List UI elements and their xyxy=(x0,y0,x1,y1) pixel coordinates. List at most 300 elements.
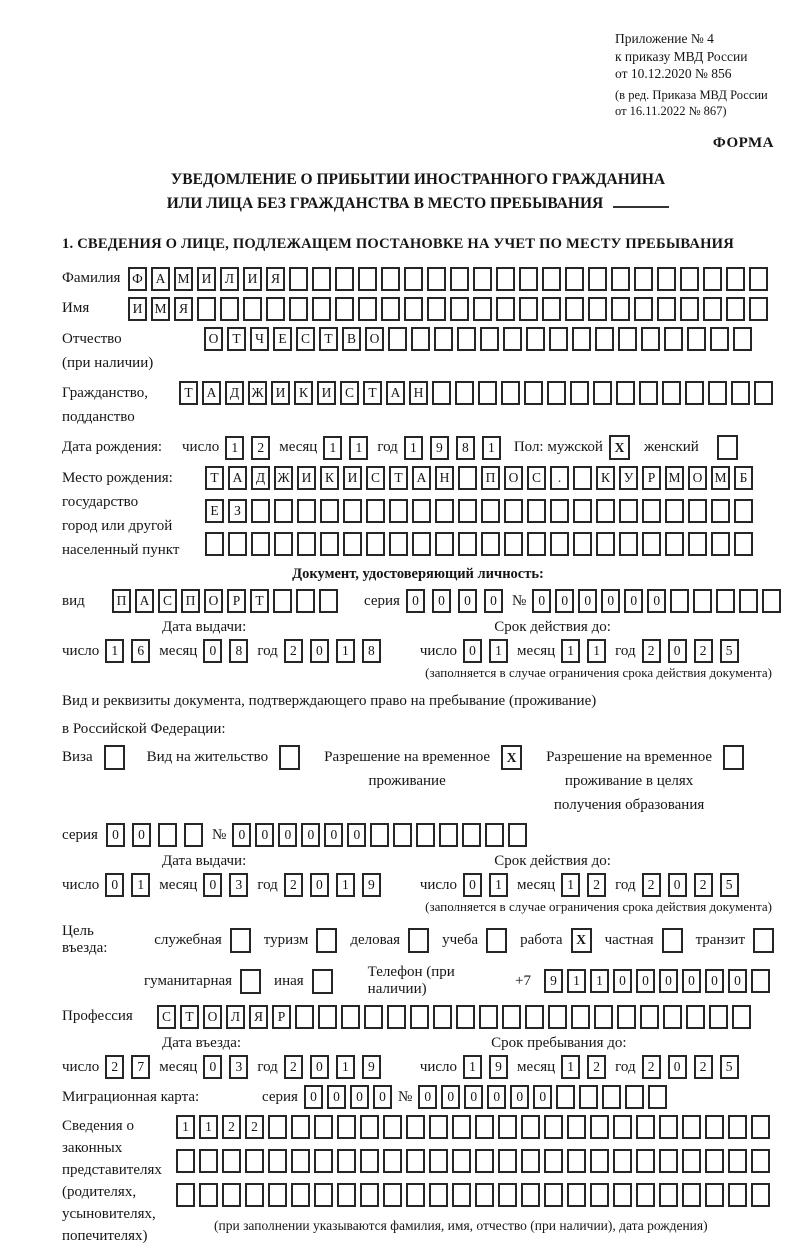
char-cell[interactable] xyxy=(751,1115,770,1139)
char-cell[interactable]: 0 xyxy=(310,639,329,663)
char-cell[interactable]: Ф xyxy=(128,267,147,291)
char-cell[interactable] xyxy=(312,297,331,321)
char-cell[interactable]: 0 xyxy=(668,1055,687,1079)
char-cell[interactable] xyxy=(496,297,515,321)
char-cell[interactable]: М xyxy=(151,297,170,321)
char-cell[interactable] xyxy=(314,1115,333,1139)
char-cell[interactable] xyxy=(527,499,546,523)
char-cell[interactable]: 8 xyxy=(229,639,248,663)
char-cell[interactable] xyxy=(682,1183,701,1207)
char-cell[interactable] xyxy=(457,327,476,351)
char-cell[interactable]: Р xyxy=(642,466,661,490)
char-cell[interactable] xyxy=(337,1115,356,1139)
char-cell[interactable] xyxy=(358,297,377,321)
char-cell[interactable] xyxy=(602,1085,621,1109)
char-cell[interactable] xyxy=(434,327,453,351)
option-temp-residence-checkbox[interactable]: X xyxy=(501,745,522,770)
char-cell[interactable] xyxy=(410,1005,429,1029)
char-cell[interactable] xyxy=(596,499,615,523)
char-cell[interactable]: К xyxy=(320,466,339,490)
char-cell[interactable]: 0 xyxy=(487,1085,506,1109)
char-cell[interactable] xyxy=(590,1115,609,1139)
purpose-option-checkbox[interactable] xyxy=(240,969,261,994)
char-cell[interactable]: Ж xyxy=(274,466,293,490)
char-cell[interactable] xyxy=(567,1115,586,1139)
char-cell[interactable]: 0 xyxy=(659,969,678,993)
char-cell[interactable] xyxy=(473,267,492,291)
char-cell[interactable] xyxy=(412,532,431,556)
char-cell[interactable]: Р xyxy=(272,1005,291,1029)
char-cell[interactable] xyxy=(593,381,612,405)
char-cell[interactable]: Н xyxy=(435,466,454,490)
char-cell[interactable] xyxy=(381,267,400,291)
char-cell[interactable]: 0 xyxy=(203,1055,222,1079)
char-cell[interactable] xyxy=(364,1005,383,1029)
char-cell[interactable]: 9 xyxy=(362,1055,381,1079)
char-cell[interactable]: 0 xyxy=(510,1085,529,1109)
char-cell[interactable]: И xyxy=(343,466,362,490)
char-cell[interactable] xyxy=(291,1149,310,1173)
char-cell[interactable]: М xyxy=(174,267,193,291)
char-cell[interactable]: 0 xyxy=(106,823,125,847)
char-cell[interactable] xyxy=(542,297,561,321)
char-cell[interactable]: С xyxy=(157,1005,176,1029)
char-cell[interactable]: И xyxy=(271,381,290,405)
option-residence-permit-checkbox[interactable] xyxy=(279,745,300,770)
char-cell[interactable] xyxy=(481,499,500,523)
char-cell[interactable]: 0 xyxy=(255,823,274,847)
char-cell[interactable] xyxy=(762,589,781,613)
purpose-option-checkbox[interactable] xyxy=(316,928,337,953)
char-cell[interactable] xyxy=(266,297,285,321)
char-cell[interactable] xyxy=(479,1005,498,1029)
char-cell[interactable] xyxy=(341,1005,360,1029)
sex-male-checkbox[interactable]: X xyxy=(609,435,630,460)
char-cell[interactable]: 2 xyxy=(694,1055,713,1079)
char-cell[interactable]: 1 xyxy=(489,639,508,663)
char-cell[interactable] xyxy=(642,532,661,556)
char-cell[interactable] xyxy=(728,1183,747,1207)
char-cell[interactable]: 0 xyxy=(532,589,551,613)
char-cell[interactable] xyxy=(618,327,637,351)
char-cell[interactable]: 0 xyxy=(347,823,366,847)
char-cell[interactable] xyxy=(370,823,389,847)
char-cell[interactable] xyxy=(648,1085,667,1109)
char-cell[interactable] xyxy=(366,532,385,556)
char-cell[interactable] xyxy=(176,1149,195,1173)
char-cell[interactable]: 3 xyxy=(229,1055,248,1079)
char-cell[interactable] xyxy=(711,532,730,556)
char-cell[interactable]: Р xyxy=(227,589,246,613)
char-cell[interactable]: О xyxy=(688,466,707,490)
char-cell[interactable] xyxy=(337,1183,356,1207)
char-cell[interactable] xyxy=(462,823,481,847)
char-cell[interactable]: 0 xyxy=(304,1085,323,1109)
char-cell[interactable] xyxy=(358,267,377,291)
char-cell[interactable] xyxy=(728,1149,747,1173)
char-cell[interactable] xyxy=(274,499,293,523)
char-cell[interactable]: 1 xyxy=(567,969,586,993)
char-cell[interactable] xyxy=(549,327,568,351)
purpose-option-checkbox[interactable] xyxy=(230,928,251,953)
char-cell[interactable] xyxy=(682,1149,701,1173)
char-cell[interactable] xyxy=(639,381,658,405)
char-cell[interactable] xyxy=(693,589,712,613)
char-cell[interactable]: 0 xyxy=(105,873,124,897)
char-cell[interactable] xyxy=(688,499,707,523)
char-cell[interactable] xyxy=(268,1149,287,1173)
char-cell[interactable]: 1 xyxy=(131,873,150,897)
char-cell[interactable] xyxy=(519,297,538,321)
char-cell[interactable] xyxy=(588,267,607,291)
char-cell[interactable] xyxy=(571,1005,590,1029)
char-cell[interactable] xyxy=(751,1183,770,1207)
char-cell[interactable] xyxy=(613,1183,632,1207)
char-cell[interactable] xyxy=(703,267,722,291)
char-cell[interactable] xyxy=(458,499,477,523)
char-cell[interactable]: В xyxy=(342,327,361,351)
char-cell[interactable]: 0 xyxy=(203,639,222,663)
char-cell[interactable]: А xyxy=(151,267,170,291)
char-cell[interactable] xyxy=(295,1005,314,1029)
char-cell[interactable] xyxy=(550,532,569,556)
char-cell[interactable] xyxy=(268,1183,287,1207)
char-cell[interactable]: 0 xyxy=(458,589,477,613)
char-cell[interactable] xyxy=(435,532,454,556)
char-cell[interactable]: С xyxy=(296,327,315,351)
char-cell[interactable]: 1 xyxy=(105,639,124,663)
char-cell[interactable] xyxy=(542,267,561,291)
char-cell[interactable] xyxy=(498,1115,517,1139)
char-cell[interactable]: Б xyxy=(734,466,753,490)
char-cell[interactable] xyxy=(427,297,446,321)
char-cell[interactable] xyxy=(733,327,752,351)
char-cell[interactable] xyxy=(452,1149,471,1173)
char-cell[interactable] xyxy=(548,1005,567,1029)
char-cell[interactable] xyxy=(435,499,454,523)
char-cell[interactable]: 0 xyxy=(310,873,329,897)
char-cell[interactable] xyxy=(406,1149,425,1173)
char-cell[interactable] xyxy=(404,297,423,321)
char-cell[interactable] xyxy=(525,1005,544,1029)
char-cell[interactable] xyxy=(412,499,431,523)
char-cell[interactable] xyxy=(521,1115,540,1139)
char-cell[interactable] xyxy=(570,381,589,405)
char-cell[interactable] xyxy=(565,267,584,291)
char-cell[interactable] xyxy=(567,1183,586,1207)
char-cell[interactable]: П xyxy=(481,466,500,490)
char-cell[interactable]: Я xyxy=(266,267,285,291)
char-cell[interactable]: 0 xyxy=(668,873,687,897)
char-cell[interactable] xyxy=(429,1183,448,1207)
char-cell[interactable] xyxy=(404,267,423,291)
char-cell[interactable]: С xyxy=(158,589,177,613)
char-cell[interactable] xyxy=(544,1115,563,1139)
option-temp-residence-edu-checkbox[interactable] xyxy=(723,745,744,770)
char-cell[interactable] xyxy=(670,589,689,613)
char-cell[interactable]: 1 xyxy=(336,1055,355,1079)
char-cell[interactable]: 2 xyxy=(642,1055,661,1079)
char-cell[interactable]: 0 xyxy=(432,589,451,613)
char-cell[interactable]: 1 xyxy=(404,436,423,460)
char-cell[interactable] xyxy=(641,327,660,351)
char-cell[interactable]: 2 xyxy=(284,1055,303,1079)
char-cell[interactable] xyxy=(611,297,630,321)
char-cell[interactable] xyxy=(243,297,262,321)
char-cell[interactable] xyxy=(455,381,474,405)
char-cell[interactable]: 0 xyxy=(636,969,655,993)
char-cell[interactable]: 1 xyxy=(225,436,244,460)
char-cell[interactable] xyxy=(716,589,735,613)
char-cell[interactable]: 0 xyxy=(613,969,632,993)
char-cell[interactable] xyxy=(596,532,615,556)
char-cell[interactable] xyxy=(251,499,270,523)
char-cell[interactable]: 0 xyxy=(406,589,425,613)
char-cell[interactable] xyxy=(657,297,676,321)
char-cell[interactable]: О xyxy=(204,327,223,351)
char-cell[interactable] xyxy=(320,499,339,523)
char-cell[interactable] xyxy=(659,1183,678,1207)
char-cell[interactable] xyxy=(314,1183,333,1207)
char-cell[interactable]: 0 xyxy=(310,1055,329,1079)
char-cell[interactable]: 0 xyxy=(464,1085,483,1109)
char-cell[interactable] xyxy=(616,381,635,405)
char-cell[interactable] xyxy=(590,1149,609,1173)
char-cell[interactable]: С xyxy=(527,466,546,490)
char-cell[interactable] xyxy=(251,532,270,556)
char-cell[interactable] xyxy=(291,1115,310,1139)
char-cell[interactable] xyxy=(680,267,699,291)
char-cell[interactable] xyxy=(734,499,753,523)
char-cell[interactable]: 0 xyxy=(668,639,687,663)
char-cell[interactable] xyxy=(478,381,497,405)
char-cell[interactable] xyxy=(268,1115,287,1139)
char-cell[interactable]: 2 xyxy=(245,1115,264,1139)
char-cell[interactable]: 1 xyxy=(489,873,508,897)
char-cell[interactable] xyxy=(184,823,203,847)
char-cell[interactable]: Е xyxy=(205,499,224,523)
char-cell[interactable]: К xyxy=(294,381,313,405)
char-cell[interactable] xyxy=(544,1149,563,1173)
char-cell[interactable] xyxy=(291,1183,310,1207)
char-cell[interactable] xyxy=(274,532,293,556)
char-cell[interactable] xyxy=(734,532,753,556)
char-cell[interactable]: 0 xyxy=(132,823,151,847)
char-cell[interactable] xyxy=(550,499,569,523)
char-cell[interactable] xyxy=(754,381,773,405)
char-cell[interactable] xyxy=(366,499,385,523)
char-cell[interactable] xyxy=(594,1005,613,1029)
char-cell[interactable] xyxy=(335,297,354,321)
char-cell[interactable] xyxy=(705,1149,724,1173)
char-cell[interactable]: 9 xyxy=(430,436,449,460)
char-cell[interactable]: 0 xyxy=(301,823,320,847)
char-cell[interactable] xyxy=(526,327,545,351)
char-cell[interactable] xyxy=(383,1183,402,1207)
char-cell[interactable] xyxy=(527,532,546,556)
char-cell[interactable]: Т xyxy=(389,466,408,490)
purpose-option-checkbox[interactable] xyxy=(312,969,333,994)
char-cell[interactable] xyxy=(642,499,661,523)
char-cell[interactable]: П xyxy=(181,589,200,613)
char-cell[interactable] xyxy=(726,297,745,321)
char-cell[interactable]: 0 xyxy=(555,589,574,613)
char-cell[interactable]: А xyxy=(412,466,431,490)
char-cell[interactable] xyxy=(475,1115,494,1139)
char-cell[interactable] xyxy=(521,1149,540,1173)
char-cell[interactable]: А xyxy=(228,466,247,490)
char-cell[interactable] xyxy=(659,1115,678,1139)
char-cell[interactable]: Л xyxy=(226,1005,245,1029)
char-cell[interactable]: 0 xyxy=(624,589,643,613)
char-cell[interactable] xyxy=(634,267,653,291)
char-cell[interactable] xyxy=(634,297,653,321)
char-cell[interactable] xyxy=(245,1183,264,1207)
char-cell[interactable] xyxy=(728,1115,747,1139)
char-cell[interactable]: 6 xyxy=(131,639,150,663)
char-cell[interactable]: А xyxy=(386,381,405,405)
char-cell[interactable]: 0 xyxy=(441,1085,460,1109)
char-cell[interactable] xyxy=(501,381,520,405)
char-cell[interactable] xyxy=(502,1005,521,1029)
char-cell[interactable] xyxy=(524,381,543,405)
char-cell[interactable]: М xyxy=(711,466,730,490)
char-cell[interactable] xyxy=(726,267,745,291)
char-cell[interactable] xyxy=(636,1115,655,1139)
char-cell[interactable]: 2 xyxy=(642,873,661,897)
char-cell[interactable] xyxy=(739,589,758,613)
option-visa-checkbox[interactable] xyxy=(104,745,125,770)
char-cell[interactable] xyxy=(360,1149,379,1173)
char-cell[interactable] xyxy=(199,1183,218,1207)
char-cell[interactable] xyxy=(343,499,362,523)
char-cell[interactable] xyxy=(475,1149,494,1173)
char-cell[interactable] xyxy=(685,381,704,405)
char-cell[interactable]: Т xyxy=(363,381,382,405)
char-cell[interactable] xyxy=(199,1149,218,1173)
char-cell[interactable]: Т xyxy=(180,1005,199,1029)
char-cell[interactable] xyxy=(458,466,477,490)
char-cell[interactable]: 1 xyxy=(561,639,580,663)
char-cell[interactable]: А xyxy=(202,381,221,405)
char-cell[interactable]: И xyxy=(297,466,316,490)
char-cell[interactable] xyxy=(588,297,607,321)
char-cell[interactable] xyxy=(314,1149,333,1173)
char-cell[interactable] xyxy=(452,1183,471,1207)
char-cell[interactable] xyxy=(636,1149,655,1173)
char-cell[interactable] xyxy=(228,532,247,556)
char-cell[interactable] xyxy=(498,1183,517,1207)
char-cell[interactable] xyxy=(289,297,308,321)
char-cell[interactable] xyxy=(751,969,770,993)
char-cell[interactable] xyxy=(406,1183,425,1207)
char-cell[interactable]: 9 xyxy=(544,969,563,993)
char-cell[interactable]: И xyxy=(243,267,262,291)
char-cell[interactable]: Т xyxy=(227,327,246,351)
char-cell[interactable] xyxy=(665,532,684,556)
char-cell[interactable] xyxy=(544,1183,563,1207)
char-cell[interactable] xyxy=(619,532,638,556)
char-cell[interactable] xyxy=(429,1149,448,1173)
char-cell[interactable]: О xyxy=(204,589,223,613)
char-cell[interactable] xyxy=(662,381,681,405)
sex-female-checkbox[interactable] xyxy=(717,435,738,460)
char-cell[interactable] xyxy=(393,823,412,847)
char-cell[interactable] xyxy=(579,1085,598,1109)
char-cell[interactable] xyxy=(245,1149,264,1173)
char-cell[interactable]: О xyxy=(203,1005,222,1029)
char-cell[interactable] xyxy=(297,532,316,556)
char-cell[interactable]: 7 xyxy=(131,1055,150,1079)
char-cell[interactable] xyxy=(664,327,683,351)
char-cell[interactable]: 2 xyxy=(694,873,713,897)
char-cell[interactable]: 8 xyxy=(456,436,475,460)
char-cell[interactable] xyxy=(573,499,592,523)
purpose-option-checkbox[interactable] xyxy=(486,928,507,953)
char-cell[interactable] xyxy=(360,1115,379,1139)
char-cell[interactable]: 0 xyxy=(578,589,597,613)
char-cell[interactable]: 2 xyxy=(587,1055,606,1079)
char-cell[interactable]: 0 xyxy=(278,823,297,847)
char-cell[interactable] xyxy=(158,823,177,847)
char-cell[interactable]: 1 xyxy=(590,969,609,993)
char-cell[interactable] xyxy=(567,1149,586,1173)
char-cell[interactable]: Т xyxy=(319,327,338,351)
purpose-option-checkbox[interactable] xyxy=(662,928,683,953)
char-cell[interactable] xyxy=(433,1005,452,1029)
char-cell[interactable] xyxy=(480,327,499,351)
char-cell[interactable] xyxy=(320,532,339,556)
char-cell[interactable]: Ч xyxy=(250,327,269,351)
char-cell[interactable] xyxy=(504,532,523,556)
char-cell[interactable] xyxy=(709,1005,728,1029)
char-cell[interactable]: 0 xyxy=(350,1085,369,1109)
char-cell[interactable] xyxy=(711,499,730,523)
char-cell[interactable] xyxy=(389,532,408,556)
char-cell[interactable]: Я xyxy=(249,1005,268,1029)
char-cell[interactable]: 5 xyxy=(720,639,739,663)
char-cell[interactable]: Т xyxy=(205,466,224,490)
char-cell[interactable] xyxy=(318,1005,337,1029)
char-cell[interactable] xyxy=(663,1005,682,1029)
char-cell[interactable]: 2 xyxy=(694,639,713,663)
char-cell[interactable] xyxy=(337,1149,356,1173)
char-cell[interactable]: А xyxy=(135,589,154,613)
char-cell[interactable] xyxy=(519,267,538,291)
char-cell[interactable]: 1 xyxy=(561,873,580,897)
char-cell[interactable]: 0 xyxy=(647,589,666,613)
char-cell[interactable] xyxy=(296,589,315,613)
char-cell[interactable]: Е xyxy=(273,327,292,351)
char-cell[interactable]: 1 xyxy=(587,639,606,663)
char-cell[interactable] xyxy=(411,327,430,351)
char-cell[interactable]: 0 xyxy=(463,639,482,663)
char-cell[interactable] xyxy=(429,1115,448,1139)
char-cell[interactable] xyxy=(732,1005,751,1029)
char-cell[interactable] xyxy=(705,1183,724,1207)
char-cell[interactable]: 1 xyxy=(463,1055,482,1079)
char-cell[interactable]: 0 xyxy=(728,969,747,993)
char-cell[interactable] xyxy=(687,327,706,351)
char-cell[interactable]: 0 xyxy=(232,823,251,847)
char-cell[interactable] xyxy=(636,1183,655,1207)
char-cell[interactable] xyxy=(427,267,446,291)
char-cell[interactable] xyxy=(289,267,308,291)
char-cell[interactable]: 0 xyxy=(601,589,620,613)
char-cell[interactable] xyxy=(749,297,768,321)
char-cell[interactable] xyxy=(475,1183,494,1207)
char-cell[interactable] xyxy=(680,297,699,321)
